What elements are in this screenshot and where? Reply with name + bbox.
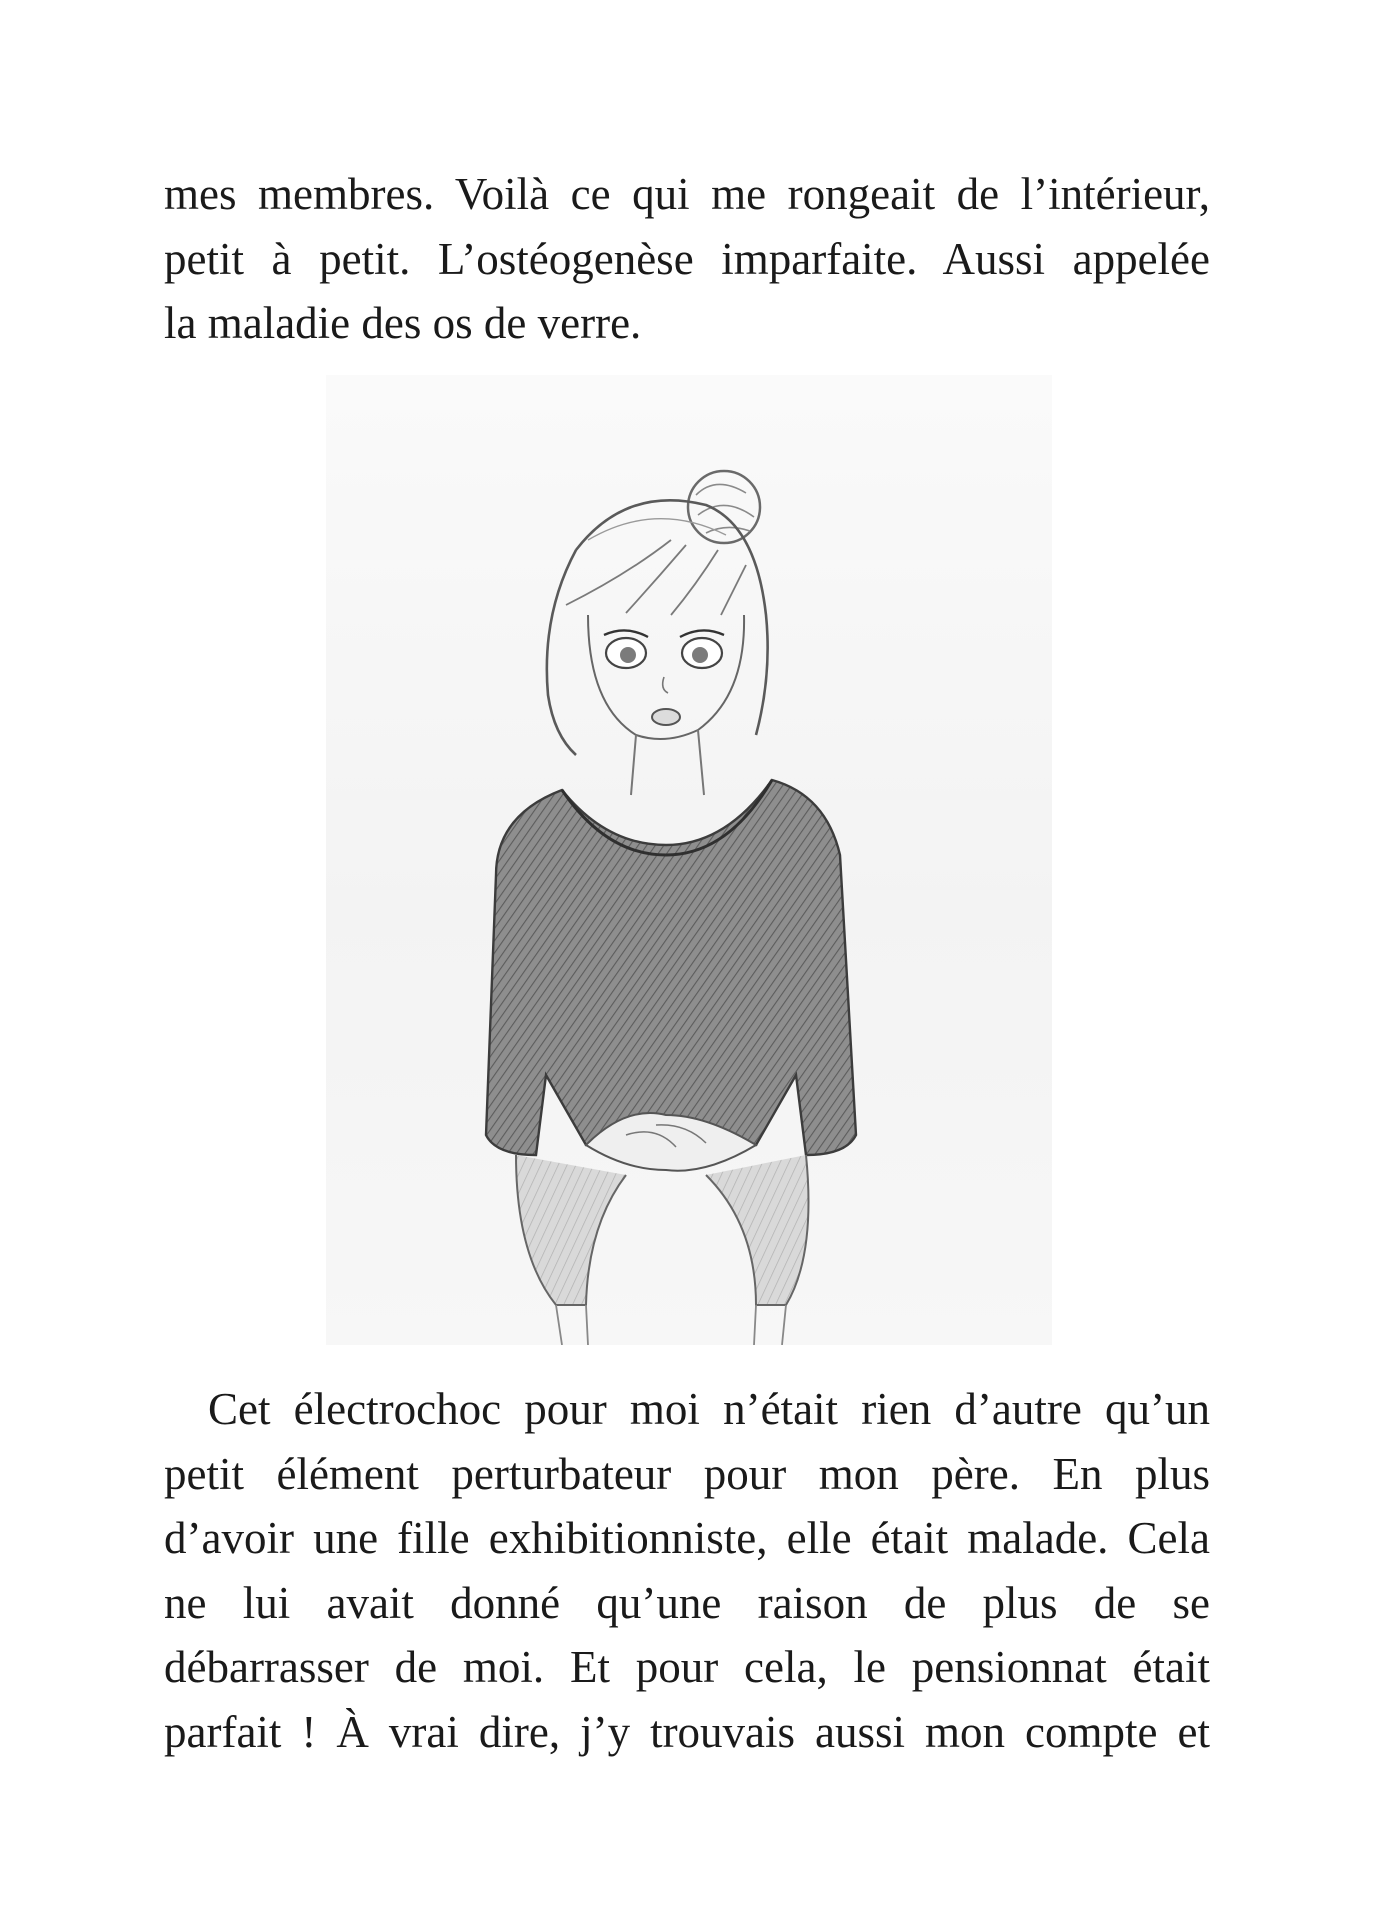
text-line: mes membres. Voilà ce qui me rongeait de l’intérieur, [164, 169, 1210, 219]
text-line: d’avoir une fille exhibitionniste, elle était malade. Cela [164, 1513, 1210, 1563]
text-line: la maladie des os de verre. [164, 298, 642, 348]
girl-sketch-image [326, 375, 1052, 1345]
neck [631, 730, 704, 795]
text-line: ne lui avait donné qu’une raison de plus de se [164, 1577, 1210, 1628]
bottom-paragraph [164, 1377, 1210, 1764]
top-paragraph [164, 162, 1210, 356]
text-line: petit à petit. L’ostéogenèse imparfaite. Aussi appelée [164, 233, 1210, 284]
hair-bun [688, 471, 760, 543]
face [588, 615, 744, 739]
sweater [486, 780, 856, 1155]
text-line: petit élément perturbateur pour mon père. En plus [164, 1448, 1210, 1499]
text-line: débarrasser de moi. Et pour cela, le pensionnat était [164, 1642, 1210, 1692]
text-line: Cet électrochoc pour moi n’était rien d’autre qu’un [208, 1384, 1210, 1434]
text-line: parfait ! À vrai dire, j’y trouvais aussi mon compte et [164, 1706, 1210, 1757]
pencil-sketch-illustration [326, 375, 1052, 1345]
legs [516, 1155, 809, 1345]
